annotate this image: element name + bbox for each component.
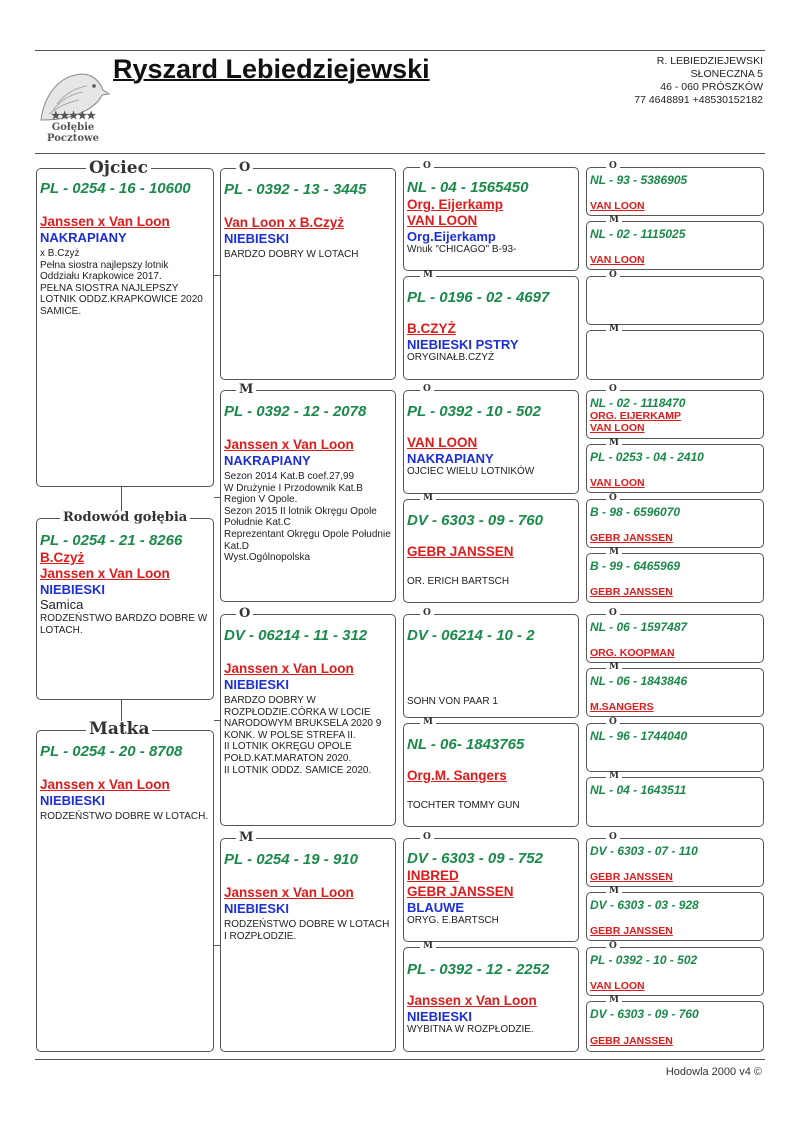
g3-1-label: O (420, 162, 434, 171)
g4-15-label: O (606, 942, 620, 951)
g3-3-red-1: VAN LOON (407, 435, 478, 450)
g2-2-label: M (236, 383, 256, 396)
g3-1-color: Org.Eijerkamp (407, 229, 496, 244)
g4-2-ring: NL - 02 - 1115025 (590, 227, 686, 241)
g3-2-ring: PL - 0196 - 02 - 4697 (407, 289, 550, 306)
pedigree-label: Rodowód gołębia (60, 511, 190, 524)
g4-9-label: O (606, 609, 620, 618)
g2-3-label: O (236, 607, 253, 620)
g3-5-ring: DV - 06214 - 10 - 2 (407, 627, 535, 644)
g3-6-note: TOCHTER TOMMY GUN (407, 800, 520, 811)
g3-1-red-1: Org. Eijerkamp (407, 197, 504, 212)
g2-card-2[interactable] (220, 390, 396, 602)
g3-3-note: OJCIEC WIELU LOTNIKÓW (407, 466, 535, 477)
g4-15-ring: PL - 0392 - 10 - 502 (590, 953, 698, 967)
g4-card-14[interactable] (586, 892, 764, 941)
mother-breed: Janssen x Van Loon (40, 777, 170, 792)
mother-ring: PL - 0254 - 20 - 8708 (40, 743, 183, 760)
g2-3-breed: Janssen x Van Loon (224, 661, 354, 676)
g3-2-note: ORYGINAŁB.CZYŻ (407, 352, 495, 363)
g2-2-note: Sezon 2014 Kat.B coef.27,99 W Drużynie I Przodownik Kat.B Region V Opole. Sezon 2015 II lotnik Okręgu Opole Południe Kat.C Reprezentant Okręgu Opole Południe Kat.D Wyst.Ogólnopolska (224, 471, 391, 564)
g4-16-red-1: GEBR JANSSEN (590, 1035, 673, 1047)
g4-12-ring: NL - 04 - 1643511 (590, 783, 687, 797)
g4-6-label: M (606, 439, 622, 448)
g3-card-2[interactable] (403, 276, 579, 380)
father-label: Ojciec (86, 160, 151, 177)
g3-4-red-1: GEBR JANSSEN (407, 544, 514, 559)
address-line-4: 77 4648891 +48530152182 (634, 94, 763, 106)
g2-4-note: RODZEŃSTWO DOBRE W LOTACH I ROZPŁODZIE. (224, 919, 390, 942)
g2-1-ring: PL - 0392 - 13 - 3445 (224, 181, 367, 198)
g3-8-ring: PL - 0392 - 12 - 2252 (407, 961, 550, 978)
g4-3-label: O (606, 271, 620, 280)
g3-7-note: ORYG. E.BARTSCH (407, 915, 499, 926)
g4-9-red-1: ORG. KOOPMAN (590, 647, 675, 659)
g4-5-ring: NL - 02 - 1118470 (590, 396, 686, 410)
g4-8-red-1: GEBR JANSSEN (590, 586, 673, 598)
father-breed: Janssen x Van Loon (40, 214, 170, 229)
g4-10-red-1: M.SANGERS (590, 701, 654, 713)
g4-15-red-1: VAN LOON (590, 980, 645, 992)
g3-5-label: O (420, 609, 434, 618)
g2-card-3[interactable] (220, 614, 396, 826)
g4-10-ring: NL - 06 - 1843846 (590, 674, 688, 688)
g3-8-color: NIEBIESKI (407, 1009, 473, 1024)
g4-card-7[interactable] (586, 499, 764, 548)
g4-16-label: M (606, 996, 622, 1005)
g2-2-color: NAKRAPIANY (224, 453, 311, 468)
g4-11-ring: NL - 96 - 1744040 (590, 729, 688, 743)
g4-card-5[interactable] (586, 390, 764, 439)
g2-1-breed: Van Loon x B.Czyż (224, 215, 345, 230)
g3-7-ring: DV - 6303 - 09 - 752 (407, 850, 543, 867)
g3-8-red-1: Janssen x Van Loon (407, 993, 537, 1008)
g4-card-1[interactable] (586, 167, 764, 216)
g4-4-label: M (606, 325, 622, 334)
g4-card-4[interactable] (586, 330, 764, 380)
g4-6-ring: PL - 0253 - 04 - 2410 (590, 450, 704, 464)
g2-4-label: M (236, 831, 256, 844)
g3-card-1[interactable] (403, 167, 579, 271)
g4-card-13[interactable] (586, 838, 764, 887)
g3-6-red-1: Org.M. Sangers (407, 768, 507, 783)
g2-4-ring: PL - 0254 - 19 - 910 (224, 851, 358, 868)
logo-text (38, 109, 108, 144)
g4-card-10[interactable] (586, 668, 764, 717)
g3-3-label: O (420, 385, 434, 394)
g4-12-label: M (606, 772, 622, 781)
g2-2-ring: PL - 0392 - 12 - 2078 (224, 403, 367, 420)
mother-label: Matka (86, 721, 152, 738)
g2-4-color: NIEBIESKI (224, 901, 290, 916)
g2-1-note: BARDZO DOBRY W LOTACH (224, 249, 359, 260)
g4-1-ring: NL - 93 - 5386905 (590, 173, 688, 187)
g4-14-label: M (606, 887, 622, 896)
g4-card-6[interactable] (586, 444, 764, 493)
g3-7-color: BLAUWE (407, 900, 465, 915)
g3-3-color: NAKRAPIANY (407, 451, 494, 466)
g3-4-label: M (420, 494, 436, 503)
logo-line-1: Gołębie (51, 122, 95, 133)
g3-2-label: M (420, 271, 436, 280)
subject-color: NIEBIESKI (40, 582, 106, 597)
g2-1-color: NIEBIESKI (224, 231, 290, 246)
g3-8-note: WYBITNA W ROZPŁODZIE. (407, 1024, 534, 1035)
g3-card-4[interactable] (403, 499, 579, 603)
address-line-1: R. LEBIEDZIEJEWSKI (656, 55, 763, 67)
g3-8-label: M (420, 942, 436, 951)
g4-card-16[interactable] (586, 1001, 764, 1052)
g3-1-red-2: VAN LOON (407, 213, 478, 228)
g3-3-ring: PL - 0392 - 10 - 502 (407, 403, 541, 420)
g3-6-label: M (420, 718, 436, 727)
breeder-address (634, 55, 763, 107)
mother-color: NIEBIESKI (40, 793, 106, 808)
g4-14-ring: DV - 6303 - 03 - 928 (590, 898, 699, 912)
g4-1-label: O (606, 162, 620, 171)
g3-7-red-1: INBRED (407, 868, 459, 883)
g4-14-red-1: GEBR JANSSEN (590, 925, 673, 937)
g4-10-label: M (606, 663, 622, 672)
g3-card-8[interactable] (403, 947, 579, 1052)
g4-7-label: O (606, 494, 620, 503)
footer-rule (35, 1059, 765, 1060)
g2-card-4[interactable] (220, 838, 396, 1052)
g4-11-label: O (606, 718, 620, 727)
g4-card-9[interactable] (586, 614, 764, 663)
g4-card-8[interactable] (586, 553, 764, 603)
breeder-title: Ryszard Lebiedziejewski (113, 54, 430, 84)
g4-2-red-1: VAN LOON (590, 254, 645, 266)
g3-4-note: OR. ERICH BARTSCH (407, 576, 510, 587)
father-note: x B.Czyż Pełna siostra najlepszy lotnik Oddziału Krapkowice 2017. PEŁNA SIOSTRA NAJLEPSZY LOTNIK ODDZ.KRAPKOWICE 2020 SAMICE. (40, 248, 203, 317)
father-card[interactable] (36, 168, 214, 487)
g3-card-6[interactable] (403, 723, 579, 827)
subject-sex: Samica (40, 597, 84, 612)
father-color: NAKRAPIANY (40, 230, 127, 245)
g3-2-color: NIEBIESKI PSTRY (407, 337, 519, 352)
g3-card-7[interactable] (403, 838, 579, 942)
subject-card[interactable] (36, 518, 214, 700)
g2-3-ring: DV - 06214 - 11 - 312 (224, 627, 368, 644)
g4-13-red-1: GEBR JANSSEN (590, 871, 673, 883)
header-rule (35, 153, 765, 154)
subject-owner: B.Czyż (40, 550, 85, 565)
g4-card-12[interactable] (586, 777, 764, 827)
father-ring: PL - 0254 - 16 - 10600 (40, 180, 191, 197)
g4-5-red-2: VAN LOON (590, 422, 645, 434)
subject-note: RODZEŃSTWO BARDZO DOBRE W LOTACH. (40, 613, 208, 636)
logo-stars: ★★★★★ (50, 109, 96, 122)
g3-1-note: Wnuk "CHICAGO" B-93- (407, 244, 517, 255)
g3-card-3[interactable] (403, 390, 579, 494)
g3-7-label: O (420, 833, 434, 842)
address-line-2: SŁONECZNA 5 (690, 68, 763, 80)
subject-ring: PL - 0254 - 21 - 8266 (40, 532, 183, 549)
g2-2-breed: Janssen x Van Loon (224, 437, 354, 452)
mother-note: RODZEŃSTWO DOBRE W LOTACH. (40, 811, 209, 822)
g2-3-note: BARDZO DOBRY W ROZPŁODZIE.CÓRKA W LOCIE NARODOWYM BRUKSELA 2020 9 KONK. W POLSE STREFA II. II LOTNIK OKRĘGU OPOLE POŁD.KAT.MARATON 2020. II LOTNIK ODDZ. SAMICE 2020. (224, 695, 382, 776)
g4-8-ring: B - 99 - 6465969 (590, 559, 681, 573)
g2-card-1[interactable] (220, 168, 396, 380)
g2-3-color: NIEBIESKI (224, 677, 290, 692)
g4-2-label: M (606, 216, 622, 225)
g2-1-label: O (236, 161, 253, 174)
g2-4-breed: Janssen x Van Loon (224, 885, 354, 900)
footer-credit: Hodowla 2000 v4 © (665, 1066, 762, 1078)
g3-2-red-1: B.CZYŻ (407, 321, 456, 336)
g4-16-ring: DV - 6303 - 09 - 760 (590, 1007, 699, 1021)
mother-card[interactable] (36, 730, 214, 1052)
logo-line-2: Pocztowe (47, 133, 99, 144)
g3-1-ring: NL - 04 - 1565450 (407, 179, 529, 196)
g3-5-note: SOHN VON PAAR 1 (407, 696, 498, 707)
g4-7-ring: B - 98 - 6596070 (590, 505, 681, 519)
g3-4-ring: DV - 6303 - 09 - 760 (407, 512, 543, 529)
g4-13-ring: DV - 6303 - 07 - 110 (590, 844, 698, 858)
g4-card-3[interactable] (586, 276, 764, 325)
g4-5-label: O (606, 385, 620, 394)
g3-card-5[interactable] (403, 614, 579, 718)
g4-13-label: O (606, 833, 620, 842)
g3-6-ring: NL - 06- 1843765 (407, 736, 525, 753)
g3-7-red-2: GEBR JANSSEN (407, 884, 514, 899)
subject-breed: Janssen x Van Loon (40, 566, 170, 581)
g4-1-red-1: VAN LOON (590, 200, 645, 212)
address-line-3: 46 - 060 PRÓSZKÓW (660, 81, 763, 93)
g4-card-15[interactable] (586, 947, 764, 996)
g4-5-red-1: ORG. EIJERKAMP (590, 410, 682, 422)
g4-card-2[interactable] (586, 221, 764, 270)
g4-8-label: M (606, 548, 622, 557)
top-rule (35, 50, 765, 51)
g4-9-ring: NL - 06 - 1597487 (590, 620, 688, 634)
g4-6-red-1: VAN LOON (590, 477, 645, 489)
g4-7-red-1: GEBR JANSSEN (590, 532, 673, 544)
g4-card-11[interactable] (586, 723, 764, 772)
